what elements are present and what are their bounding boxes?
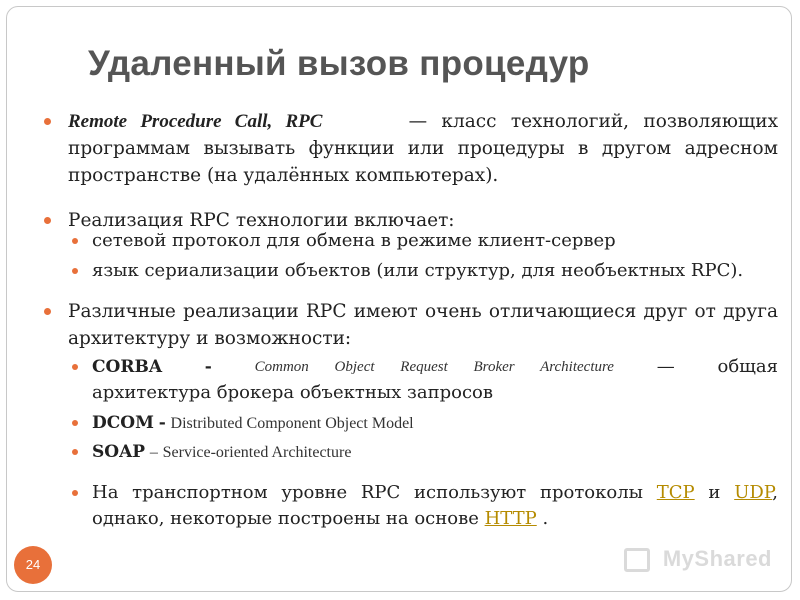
corba-desc-first: общая bbox=[717, 356, 778, 377]
watermark-text: MyShared bbox=[662, 545, 772, 571]
watermark bbox=[624, 546, 772, 572]
sub-item-soap bbox=[68, 439, 778, 466]
tcp-link[interactable]: TCP bbox=[656, 482, 695, 503]
dcom-name: DCOM bbox=[92, 413, 154, 433]
dcom-sep: - bbox=[158, 413, 166, 433]
corba-dash: — bbox=[656, 356, 675, 377]
sub-bullet-dot-icon bbox=[72, 449, 78, 455]
sub-bullet-dot-icon bbox=[72, 420, 78, 426]
rpc-definition-text: класс технологий, позволяющих программам вызывать функции или процедуры в другом адресном пространстве (на удалённых компьютерах). bbox=[68, 111, 778, 186]
bullet-dot-icon bbox=[44, 118, 51, 125]
rpc-term: Remote Procedure Call, RPC bbox=[68, 111, 323, 132]
presentation-icon bbox=[624, 548, 650, 572]
soap-name: SOAP bbox=[92, 442, 146, 462]
slide-title: Удаленный вызов процедур bbox=[88, 44, 590, 83]
sub-item-transport bbox=[68, 480, 778, 532]
page-number-badge: 24 bbox=[14, 546, 52, 584]
implementations-list bbox=[44, 354, 778, 532]
bullet-dot-icon bbox=[44, 308, 51, 315]
sub-item-serialization bbox=[68, 258, 778, 284]
rpc-includes-list bbox=[44, 228, 778, 284]
corba-sep: - bbox=[204, 357, 212, 377]
bullet-rpc-implementations bbox=[44, 298, 778, 352]
sub-item-protocol bbox=[68, 228, 778, 254]
slide-content bbox=[44, 108, 778, 536]
sub-bullet-dot-icon bbox=[72, 364, 78, 370]
sub-item-text: сетевой протокол для обмена в режиме клиент-сервер bbox=[92, 230, 616, 251]
corba-name: CORBA bbox=[92, 357, 163, 377]
sub-bullet-dot-icon bbox=[72, 238, 78, 244]
sub-item-text: язык сериализации объектов (или структур, для необъектных RPC). bbox=[92, 260, 744, 281]
soap-full: Service-oriented Architecture bbox=[162, 444, 352, 461]
transport-end: . bbox=[542, 508, 549, 529]
http-link[interactable]: HTTP bbox=[484, 508, 537, 529]
transport-text-2: , однако, некоторые построены на основе bbox=[92, 482, 778, 529]
soap-sep: – bbox=[149, 444, 158, 461]
sub-bullet-dot-icon bbox=[72, 490, 78, 496]
transport-and: и bbox=[708, 482, 721, 503]
sub-item-corba bbox=[68, 354, 778, 406]
rpc-includes-text: Реализация RPC технологии включает: bbox=[68, 210, 455, 231]
transport-text-1: На транспортном уровне RPC используют протоколы bbox=[92, 482, 643, 503]
corba-desc: архитектура брокера объектных запросов bbox=[92, 382, 494, 403]
bullet-dot-icon bbox=[44, 217, 51, 224]
rpc-implementations-text: Различные реализации RPC имеют очень отличающиеся друг от друга архитектуру и возможности: bbox=[68, 301, 778, 349]
rpc-dash: — bbox=[408, 111, 428, 132]
corba-full: Common Object Request Broker Architecture bbox=[254, 359, 614, 375]
bullet-rpc-definition bbox=[44, 108, 778, 189]
dcom-full: Distributed Component Object Model bbox=[170, 415, 414, 432]
udp-link[interactable]: UDP bbox=[734, 482, 773, 503]
sub-item-dcom bbox=[68, 410, 778, 437]
sub-bullet-dot-icon bbox=[72, 268, 78, 274]
